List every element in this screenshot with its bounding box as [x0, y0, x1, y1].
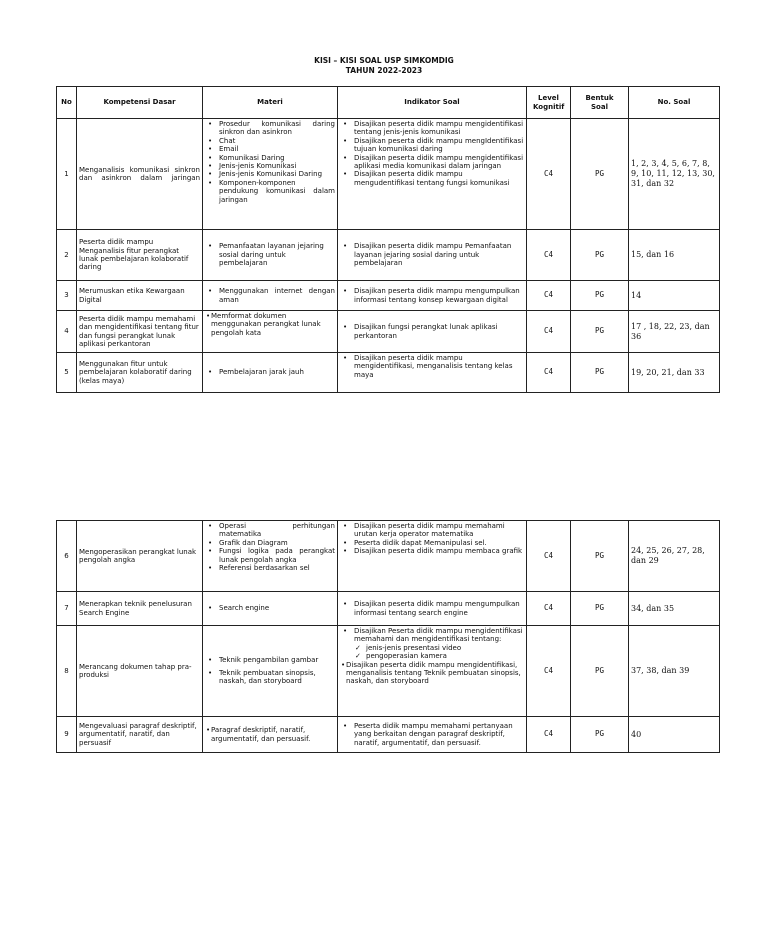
bentuk-soal: PG — [571, 592, 629, 626]
nomor-soal: 24, 25, 26, 27, 28, dan 29 — [629, 521, 720, 592]
materi-item: • Komunikasi Daring — [219, 154, 335, 162]
indikator-item: • Disajikan peserta didik mampu mengumpulkan informasi tentang search engine — [354, 600, 524, 617]
materi-cell — [203, 230, 338, 281]
level-kognitif: C4 — [527, 353, 571, 393]
bentuk-soal: PG — [571, 353, 629, 393]
row-no: 8 — [57, 626, 77, 717]
indikator-cell — [338, 281, 527, 311]
level-kognitif: C4 — [527, 626, 571, 717]
level-kognitif: C4 — [527, 717, 571, 753]
indikator-item: • Peserta didik mampu memahami pertanyaan yang berkaitan dengan paragraf deskriptif, naratif, argumentatif, dan persuasif. — [354, 722, 524, 747]
materi-cell — [203, 592, 338, 626]
kompetensi-dasar: Peserta didik mampu Menganalisis fitur perangkat lunak pembelajaran kolaboratif daring — [77, 230, 203, 281]
indikator-item: • Disajikan peserta didik mampu mengudentifikasi tentang fungsi komunikasi — [354, 170, 524, 187]
bentuk-soal: PG — [571, 230, 629, 281]
table-row — [57, 119, 720, 230]
materi-item: • Referensi berdasarkan sel — [219, 564, 335, 572]
materi-item: • Memformat dokumen menggunakan perangkat lunak pengolah kata — [211, 312, 335, 337]
indikator-subitem: ✓ jenis-jenis presentasi video — [366, 644, 524, 652]
row-no: 6 — [57, 521, 77, 592]
header-no-soal: No. Soal — [629, 87, 720, 119]
bentuk-soal: PG — [571, 626, 629, 717]
kompetensi-dasar: Mengevaluasi paragraf deskriptif, argumentatif, naratif, dan persuasif — [77, 717, 203, 753]
materi-cell — [203, 119, 338, 230]
level-kognitif: C4 — [527, 592, 571, 626]
row-no: 5 — [57, 353, 77, 393]
bentuk-soal: PG — [571, 717, 629, 753]
materi-item: • Komponen-komponen pendukung komunikasi dalam jaringan — [219, 179, 335, 204]
row-no: 1 — [57, 119, 77, 230]
indikator-subitem: ✓ pengoperasian kamera — [366, 652, 524, 660]
row-no: 7 — [57, 592, 77, 626]
row-no: 4 — [57, 311, 77, 353]
indikator-item: • Disajikan peserta didik mampu mengIdentifikasi tujuan komunikasi daring — [354, 137, 524, 154]
table-row — [57, 717, 720, 753]
nomor-soal: 34, dan 35 — [629, 592, 720, 626]
materi-item: • Email — [219, 145, 335, 153]
kompetensi-dasar: Merumuskan etika Kewargaan Digital — [77, 281, 203, 311]
materi-cell — [203, 281, 338, 311]
table-row — [57, 230, 720, 281]
materi-item: • Prosedur komunikasi daring sinkron dan asinkron — [219, 120, 335, 137]
kompetensi-dasar: Menerapkan teknik penelusuran Search Engine — [77, 592, 203, 626]
indikator-item: • Disajikan peserta didik mampu mengidentifikasi tentang jenis-jenis komunikasi — [354, 120, 524, 137]
indikator-cell — [338, 592, 527, 626]
nomor-soal: 15, dan 16 — [629, 230, 720, 281]
header-no: No — [57, 87, 77, 119]
indikator-cell — [338, 230, 527, 281]
materi-item: • Jenis-jenis Komunikasi — [219, 162, 335, 170]
table-row — [57, 626, 720, 717]
nomor-soal: 14 — [629, 281, 720, 311]
nomor-soal: 19, 20, 21, dan 33 — [629, 353, 720, 393]
indikator-item: • Disajikan peserta didik mampu mengidentifikasi, menganalisis tentang Teknik pembuatan sinopsis, naskah, dan storyboard — [346, 661, 524, 686]
materi-item: • Paragraf deskriptif, naratif, argumentatif, dan persuasif. — [211, 726, 335, 743]
materi-item: • Menggunakan internet dengan aman — [219, 287, 335, 304]
nomor-soal: 17 , 18, 22, 23, dan 36 — [629, 311, 720, 353]
indikator-item: • Disajikan fungsi perangkat lunak aplikasi perkantoran — [354, 323, 524, 340]
materi-cell — [203, 717, 338, 753]
materi-item: • Grafik dan Diagram — [219, 539, 335, 547]
indikator-cell — [338, 353, 527, 393]
nomor-soal: 37, 38, dan 39 — [629, 626, 720, 717]
row-no: 9 — [57, 717, 77, 753]
bentuk-soal: PG — [571, 311, 629, 353]
indikator-cell — [338, 521, 527, 592]
kompetensi-dasar: Menganalisis komunikasi sinkron dan asinkron dalam jaringan — [77, 119, 203, 230]
materi-item: • Search engine — [219, 604, 335, 612]
indikator-item: • Disajikan peserta didik mampu mengidentifikasi, menganalisis tentang kelas maya — [354, 354, 524, 379]
table-row — [57, 311, 720, 353]
header-indikator-soal: Indikator Soal — [338, 87, 527, 119]
materi-cell — [203, 353, 338, 393]
table-row — [57, 281, 720, 311]
bentuk-soal: PG — [571, 521, 629, 592]
materi-cell — [203, 626, 338, 717]
kisi-table-part-1 — [56, 86, 720, 393]
table-header-row — [57, 87, 720, 119]
kompetensi-dasar: Mengoperasikan perangkat lunak pengolah angka — [77, 521, 203, 592]
indikator-item: • Disajikan peserta didik mampu membaca grafik — [354, 547, 524, 555]
header-materi: Materi — [203, 87, 338, 119]
indikator-cell — [338, 717, 527, 753]
kompetensi-dasar: Peserta didik mampu memahami dan mengidentifikasi tentang fitur dan fungsi perangkat lunak aplikasi perkantoran — [77, 311, 203, 353]
document-title — [0, 56, 768, 76]
materi-item: • Teknik pembuatan sinopsis, naskah, dan storyboard — [219, 669, 335, 686]
materi-item: • Jenis-jenis Komunikasi Daring — [219, 170, 335, 178]
indikator-cell — [338, 311, 527, 353]
indikator-item: • Disajikan peserta didik mampu mengidentifikasi aplikasi media komunikasi dalam jaringan — [354, 154, 524, 171]
indikator-item: • Peserta didik dapat Memanipulasi sel. — [354, 539, 524, 547]
level-kognitif: C4 — [527, 230, 571, 281]
bentuk-soal: PG — [571, 281, 629, 311]
table-row — [57, 521, 720, 592]
title-line-2: TAHUN 2022-2023 — [345, 66, 423, 75]
materi-item: • Chat — [219, 137, 335, 145]
row-no: 3 — [57, 281, 77, 311]
level-kognitif: C4 — [527, 119, 571, 230]
materi-cell — [203, 311, 338, 353]
nomor-soal: 1, 2, 3, 4, 5, 6, 7, 8, 9, 10, 11, 12, 13, 30, 31, dan 32 — [629, 119, 720, 230]
indikator-cell — [338, 626, 527, 717]
indikator-item: • Disajikan peserta didik mampu mengumpulkan informasi tentang konsep kewargaan digital — [354, 287, 524, 304]
table-row — [57, 353, 720, 393]
materi-item: • Operasi perhitungan matematika — [219, 522, 335, 539]
indikator-item: • Disajikan peserta didik mampu Pemanfaatan layanan jejaring sosial daring untuk pembelajaran — [354, 242, 524, 267]
kisi-table-part-2 — [56, 520, 720, 753]
title-line-1: KISI – KISI SOAL USP SIMKOMDIG — [314, 56, 454, 65]
level-kognitif: C4 — [527, 311, 571, 353]
materi-item: • Pembelajaran jarak jauh — [219, 368, 335, 376]
kompetensi-dasar: Merancang dokumen tahap pra-produksi — [77, 626, 203, 717]
materi-item: • Teknik pengambilan gambar — [219, 656, 335, 664]
bentuk-soal: PG — [571, 119, 629, 230]
materi-item: • Pemanfaatan layanan jejaring sosial daring untuk pembelajaran — [219, 242, 335, 267]
row-no: 2 — [57, 230, 77, 281]
indikator-cell — [338, 119, 527, 230]
materi-item: • Fungsi logika pada perangkat lunak pengolah angka — [219, 547, 335, 564]
level-kognitif: C4 — [527, 281, 571, 311]
header-level-kognitif: Level Kognitif — [527, 87, 571, 119]
kompetensi-dasar: Menggunakan fitur untuk pembelajaran kolaboratif daring (kelas maya) — [77, 353, 203, 393]
header-bentuk-soal: Bentuk Soal — [571, 87, 629, 119]
table-row — [57, 592, 720, 626]
nomor-soal: 40 — [629, 717, 720, 753]
indikator-item: • Disajikan peserta didik mampu memahami urutan kerja operator matematika — [354, 522, 524, 539]
materi-cell — [203, 521, 338, 592]
indikator-item: • Disajikan Peserta didik mampu mengidentifikasi memahami dan mengidentifikasi tentang: — [354, 627, 524, 644]
header-kompetensi-dasar: Kompetensi Dasar — [77, 87, 203, 119]
level-kognitif: C4 — [527, 521, 571, 592]
